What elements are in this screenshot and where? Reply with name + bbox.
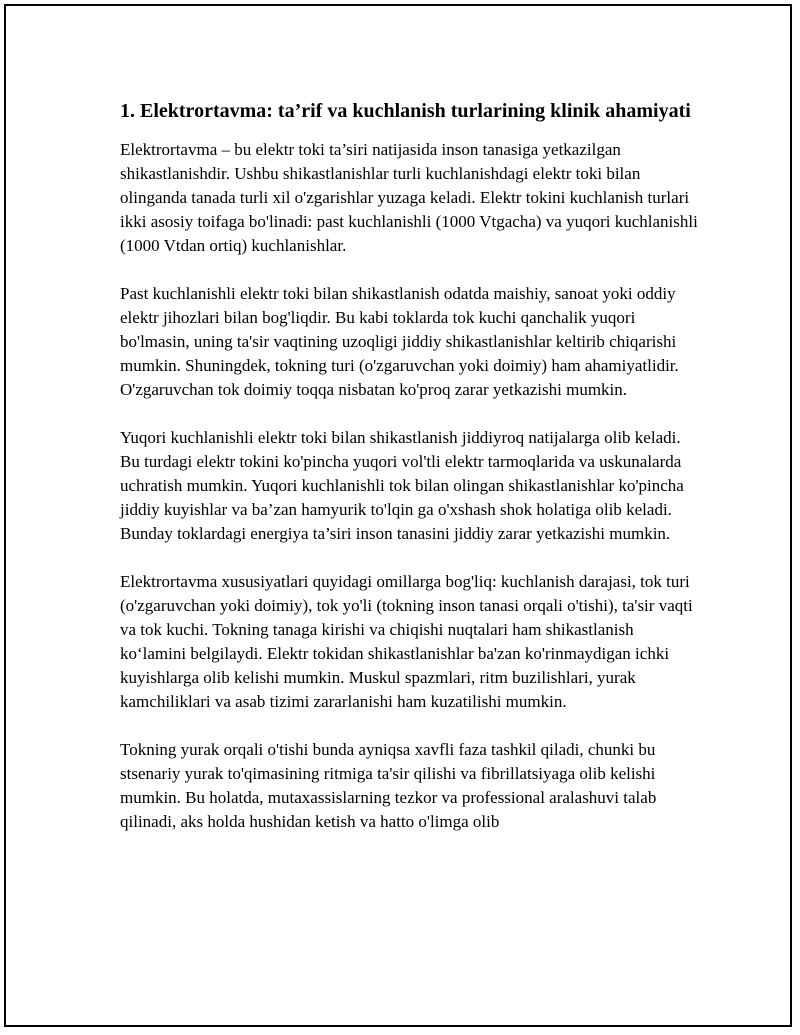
paragraph-low-voltage: Past kuchlanishli elektr toki bilan shikastlanish odatda maishiy, sanoat yoki oddiy elektr jihozlari bilan bog'liqdir. Bu kabi toklarda tok kuchi qanchalik yuqori bo'lmasin, uning ta'sir vaqtining uzoqligi jiddiy shikastlanishlar keltirib chiqarishi mumkin. Shuningdek, tokning turi (o'zgaruvchan yoki doimiy) ham ahamiyatlidir. O'zgaruvchan tok doimiy toqqa nisbatan ko'proq zarar yetkazishi mumkin. — [120, 284, 679, 399]
paragraph-factors: Elektrortavma xususiyatlari quyidagi omillarga bog'liq: kuchlanish darajasi, tok turi (o'zgaruvchan yoki doimiy), tok yo'li (tokning inson tanasi orqali o'tishi), ta'sir vaqti va tok kuchi. Tokning tanaga kirishi va chiqishi nuqtalari ham shikastlanish ko‘lamini belgilaydi. Elektr tokidan shikastlanishlar ba'zan ko'rinmaydigan ichki kuyishlarga olib kelishi mumkin. Muskul spazmlari, ritm buzilishlari, yurak kamchiliklari va asab tizimi zararlanishi ham kuzatilishi mumkin. — [120, 572, 693, 711]
section-heading: 1. Elektrortavma: ta’rif va kuchlanish turlarining klinik ahamiyati — [120, 100, 691, 122]
paragraph-heart-path: Tokning yurak orqali o'tishi bunda ayniqsa xavfli faza tashkil qiladi, chunki bu stsenariy yurak to'qimasining ritmiga ta'sir qilishi va fibrillatsiyaga olib kelishi mumkin. Bu holatda, mutaxassislarning tezkor va professional aralashuvi talab qilinadi, aks holda hushidan ketish va hatto o'limga olib — [120, 740, 657, 831]
paragraph-high-voltage: Yuqori kuchlanishli elektr toki bilan shikastlanish jiddiyroq natijalarga olib keladi. Bu turdagi elektr tokini ko'pincha yuqori vol'tli elektr tarmoqlarida va uskunalarda uchratish mumkin. Yuqori kuchlanishli tok bilan olingan shikastlanishlar ko'pincha jiddiy kuyishlar va ba’zan hamyurik to'lqin ga o'xshash shok holatiga olib keladi. Bunday toklardagi energiya ta’siri inson tanasini jiddiy zarar yetkazishi mumkin. — [120, 428, 684, 543]
document-body — [120, 98, 700, 858]
document-page — [4, 4, 792, 1027]
paragraph-definition: Elektrortavma – bu elektr toki ta’siri natijasida inson tanasiga yetkazilgan shikastlanishdir. Ushbu shikastlanishlar turli kuchlanishdagi elektr toki bilan olinganda tanada turli xil o'zgarishlar yuzaga keladi. Elektr tokini kuchlanish turlari ikki asosiy toifaga bo'linadi: past kuchlanishli (1000 Vtgacha) va yuqori kuchlanishli (1000 Vtdan ortiq) kuchlanishlar. — [120, 140, 698, 255]
